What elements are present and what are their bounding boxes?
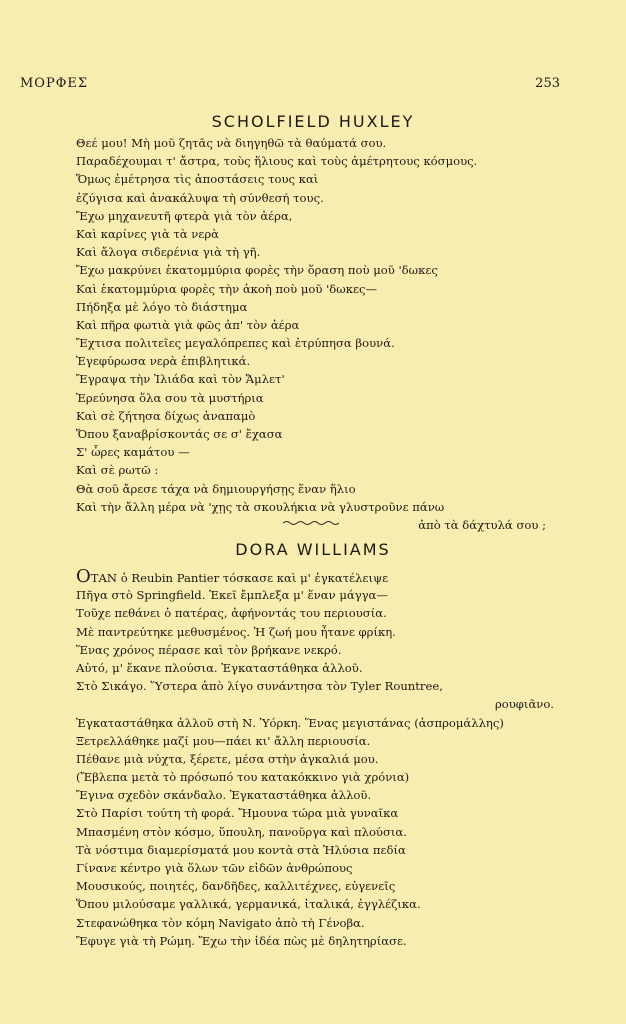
poem-line: Στεφανώθηκα τὸν κόμη Navigato ἀπὸ τὴ Γένοβα. [76,915,365,930]
poem-line: Καὶ ἄλογα σιδερένια γιὰ τὴ γῆ. [76,245,261,260]
poem-line: Μὲ παντρεύτηκε μεθυσμένος. Ἡ ζωή μου ἦτανε φρίκη. [76,624,396,639]
first-line-text: ΤΑΝ ὁ Reubin Pantier τόσκασε καὶ μ' ἐγκατέλειψε [90,571,389,585]
poem-line: Ἔγινα σχεδὸν σκάνδαλο. Ἐγκαταστάθηκα ἀλλοῦ. [76,788,372,803]
poem-line: Καὶ καρίνες γιὰ τὰ νερὰ [76,226,220,241]
poem-huxley [76,134,576,534]
poem-line: Τοῦχε πεθάνει ὁ πατέρας, ἀφήνοντάς του περιουσία. [76,606,387,621]
poem-line: Πήδηξα μὲ λόγο τὸ διάστημα [76,299,248,314]
poem-line: Ἔχω μακρύνει ἑκατομμύρια φορὲς τὴν ὅραση ποὺ μοῦ 'δωκες [76,263,438,278]
poem-line: Καὶ σὲ ζήτησα δίχως ἀναπαμὸ [76,408,256,423]
poem-line: Αὐτό, μ' ἔκανε πλούσια. Ἐγκαταστάθηκα ἀλλοῦ. [76,660,363,675]
poem-line-indented: ἀπὸ τὰ δάχτυλά σου ; [418,517,546,532]
poem-line: Ὅπου μιλούσαμε γαλλικά, γερμανικά, ἰταλικά, ἐγγλέζικα. [76,897,421,912]
poem-line: Καὶ ἑκατομμύρια φορὲς τὴν ἀκοὴ ποὺ μοῦ 'δωκες— [76,281,378,296]
wavy-divider [283,520,339,526]
poem-line: Πέθανε μιὰ νύχτα, ξέρετε, μέσα στὴν ἀγκαλιά μου. [76,751,379,766]
poem-line: Ἐγκαταστάθηκα ἀλλοῦ στὴ Ν. Ὑόρκη. Ἕνας μεγιστάνας (ἀσπρομάλλης) [76,715,504,730]
poem-line: Καὶ τὴν ἄλλη μέρα νὰ 'χῃς τὰ σκουλήκια νὰ γλυστροῦνε πάνω [76,499,445,514]
poem-line: Θεέ μου! Μὴ μοῦ ζητᾶς νὰ διηγηθῶ τὰ θαύματά σου. [76,136,387,150]
poem-line: Ἔχτισα πολιτεῖες μεγαλόπρεπες καὶ ἐτρύπησα βουνά. [76,336,395,351]
poem-line: Μπασμένη στὸν κόσμο, ὕπουλη, πανοῦργα καὶ πλούσια. [76,824,407,839]
poem-line: Γίνανε κέντρο γιὰ ὅλων τῶν εἰδῶν ἀνθρώπους [76,861,353,875]
section-title-williams: DORA WILLIAMS [235,540,391,559]
poem-line: Ἔγραψα τὴν Ἰλιάδα καὶ τὸν Ἄμλετ' [76,372,285,387]
poem-line: Ὅμως ἐμέτρησα τὶς ἀποστάσεις τους καὶ [76,172,319,187]
poem-line: Θὰ σοῦ ἄρεσε τάχα νὰ δημιουργήσῃς ἕναν ἥλιο [76,481,356,496]
poem-line: Ἔχω μηχανευτῆ φτερὰ γιὰ τὸν ἀέρα, [76,208,293,223]
poem-line: (Ἔβλεπα μετὰ τὸ πρόσωπό του κατακόκκινο γιὰ χρόνια) [76,770,410,785]
poem-line: Μουσικούς, ποιητές, δανδῆδες, καλλιτέχνες, εὐγενεῖς [76,879,396,894]
page-number: 253 [535,76,560,91]
poem-line: Στὸ Σικάγο. Ὕστερα ἀπὸ λίγο συνάντησα τὸν Tyler Rountree, [76,679,443,694]
poem-line: Καὶ σὲ ρωτῶ : [76,463,159,478]
poem-line: Καὶ πῆρα φωτιὰ γιὰ φῶς ἀπ' τὸν ἀέρα [76,317,300,332]
poem-line: ἐζύγισα καὶ ἀνακάλυψα τὴ σύνθεσή τους. [76,190,324,205]
poem-line-first [76,568,576,586]
poem-williams [76,568,576,950]
section-title-huxley: SCHOLFIELD HUXLEY [211,112,415,131]
poem-line: Σ' ὧρες καμάτου — [76,445,190,460]
poem-line: Στὸ Παρίσι τούτη τὴ φορά. Ἤμουνα τώρα μιὰ γυναῖκα [76,806,399,821]
poem-line: Ἐρεύνησα ὅλα σου τὰ μυστήρια [76,390,264,405]
drop-cap: Ο [76,566,91,587]
poem-line: Ἕνας χρόνος πέρασε καὶ τὸν βρήκανε νεκρό. [76,642,342,657]
poem-line: Πῆγα στὸ Springfield. Ἐκεῖ ἔμπλεξα μ' ἕναν μάγγα— [76,588,388,603]
poem-line: Παραδέχουμαι τ' ἄστρα, τοὺς ἥλιους καὶ τοὺς ἀμέτρητους κόσμους. [76,154,478,169]
poem-line: Ἐγεφύρωσα νερὰ ἐπιβλητικά. [76,354,251,369]
poem-line: Ὅπου ξαναβρίσκοντάς σε σ' ἔχασα [76,427,283,441]
poem-line: Τὰ νόστιμα διαμερίσματά μου κοντὰ στὰ Ἠλύσια πεδία [76,842,406,857]
page-header [20,76,560,96]
running-title: ΜΟΡΦΕΣ [20,76,89,91]
poem-line: Ἔφυγε γιὰ τὴ Ρώμη. Ἔχω τὴν ἰδέα πὼς μὲ δηλητηρίασε. [76,933,407,948]
poem-line: Ξετρελλάθηκε μαζί μου—πάει κι' ἄλλη περιουσία. [76,733,371,748]
poem-line-indented: ρουφιᾶνο. [494,697,554,712]
